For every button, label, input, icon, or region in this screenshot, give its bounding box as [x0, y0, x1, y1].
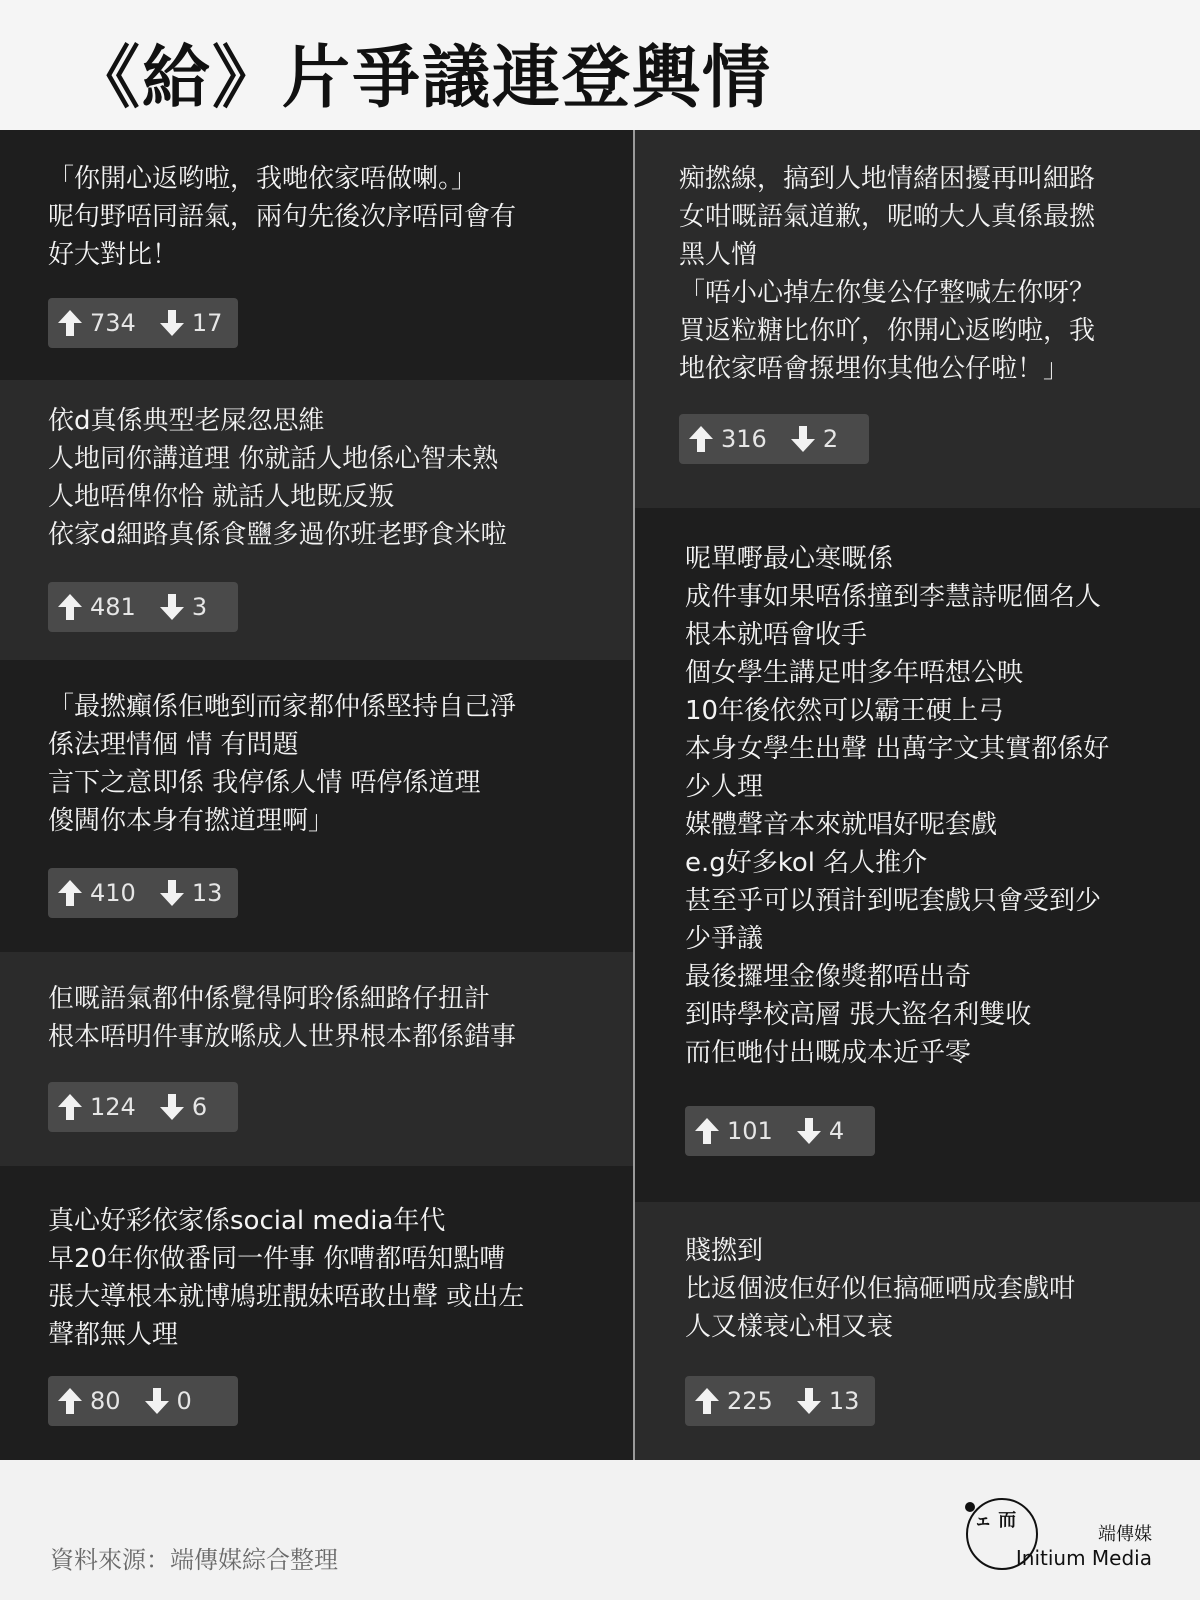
brand-name-en: Initium Media — [1015, 1546, 1152, 1570]
arrow-up-icon — [56, 878, 84, 908]
downvote-value: 3 — [191, 593, 208, 621]
upvote-count — [56, 1386, 121, 1416]
comment-card — [635, 508, 1200, 1202]
arrow-down-icon — [789, 424, 817, 454]
upvote-count — [56, 308, 136, 338]
page-title: 《給》片爭議連登輿情 — [72, 39, 773, 118]
upvote-value: 101 — [727, 1117, 773, 1145]
footer — [0, 1460, 1200, 1600]
source-credit: 資料來源：端傳媒綜合整理 — [50, 1546, 338, 1574]
arrow-up-icon — [687, 424, 715, 454]
vote-bar — [685, 1106, 875, 1156]
upvote-value: 481 — [90, 593, 136, 621]
vote-bar — [48, 582, 238, 632]
arrow-down-icon — [158, 878, 186, 908]
arrow-down-icon — [795, 1386, 823, 1416]
arrow-down-icon — [158, 308, 186, 338]
logo-mark: ェ 而 — [974, 1510, 1017, 1531]
upvote-count — [693, 1116, 773, 1146]
arrow-down-icon — [795, 1116, 823, 1146]
downvote-count — [795, 1116, 844, 1146]
comment-text: 「你開心返哟啦，我哋依家唔做喇。」 呢句野唔同語氣，兩句先後次序唔同會有 好大對比！ — [48, 164, 517, 270]
downvote-value: 4 — [828, 1117, 845, 1145]
downvote-count — [795, 1386, 860, 1416]
vote-bar — [48, 298, 238, 348]
comment-card — [0, 660, 633, 952]
upvote-count — [687, 424, 767, 454]
comment-text: 賤撚到 比返個波佢好似佢搞砸哂成套戲咁 人又樣衰心相又衰 — [685, 1236, 1076, 1342]
arrow-up-icon — [693, 1116, 721, 1146]
comment-text: 痴撚線，搞到人地情緒困擾再叫細路 女咁嘅語氣道歉，呢啲大人真係最撚 黑人憎 「唔小心掉左你隻公仔整喊左你呀？ 買返粒糖比你吖，你開心返哟啦，我 地依家唔會揼埋你其他公仔啦！」 — [679, 164, 1096, 384]
upvote-value: 124 — [90, 1093, 136, 1121]
header — [0, 0, 1200, 130]
downvote-count — [143, 1386, 192, 1416]
comment-text: 真心好彩依家係social media年代 早20年你做番同一件事 你嘈都唔知點嘈 張大導根本就博鳩班靚妹唔敢出聲 或出左 聲都無人理 — [48, 1206, 525, 1350]
upvote-value: 410 — [90, 879, 136, 907]
downvote-count — [158, 1092, 207, 1122]
downvote-count — [158, 308, 223, 338]
arrow-up-icon — [56, 592, 84, 622]
arrow-up-icon — [693, 1386, 721, 1416]
upvote-count — [56, 878, 136, 908]
downvote-value: 0 — [176, 1387, 192, 1415]
vote-bar — [48, 1376, 238, 1426]
upvote-count — [56, 1092, 136, 1122]
comment-text: 依d真係典型老屎忽思維 人地同你講道理 你就話人地係心智未熟 人地唔俾你恰 就話人地既反叛 依家d細路真係食鹽多過你班老野食米啦 — [48, 406, 507, 550]
arrow-down-icon — [158, 1092, 186, 1122]
comment-card — [635, 1202, 1200, 1460]
vote-bar — [679, 414, 869, 464]
arrow-down-icon — [158, 592, 186, 622]
arrow-up-icon — [56, 308, 84, 338]
brand-name-zh: 端傳媒 — [1098, 1524, 1152, 1545]
upvote-value: 316 — [721, 425, 767, 453]
downvote-count — [789, 424, 838, 454]
downvote-value: 2 — [822, 425, 839, 453]
comment-text: 佢嘅語氣都仲係覺得阿聆係細路仔扭計 根本唔明件事放喺成人世界根本都係錯事 — [48, 984, 517, 1052]
downvote-value: 17 — [191, 309, 223, 337]
comment-card — [635, 130, 1200, 508]
upvote-count — [693, 1386, 773, 1416]
upvote-value: 734 — [90, 309, 136, 337]
downvote-count — [158, 878, 223, 908]
arrow-up-icon — [56, 1386, 84, 1416]
upvote-value: 80 — [90, 1387, 121, 1415]
arrow-down-icon — [143, 1386, 171, 1416]
arrow-up-icon — [56, 1092, 84, 1122]
upvote-value: 225 — [727, 1387, 773, 1415]
vote-bar — [48, 868, 238, 918]
comment-text: 「最撚癲係佢哋到而家都仲係堅持自己淨 係法理情個 情 有問題 言下之意即係 我停係人情 唔停係道理 傻閪你本身有撚道理啊」 — [48, 692, 517, 836]
upvote-count — [56, 592, 136, 622]
vote-bar — [48, 1082, 238, 1132]
comment-card — [0, 1166, 633, 1460]
downvote-count — [158, 592, 207, 622]
vote-bar — [685, 1376, 875, 1426]
downvote-value: 13 — [828, 1387, 860, 1415]
comment-card — [0, 380, 633, 660]
downvote-value: 6 — [191, 1093, 208, 1121]
downvote-value: 13 — [191, 879, 223, 907]
comment-card — [0, 952, 633, 1166]
comment-text: 呢單嘢最心寒嘅係 成件事如果唔係撞到李慧詩呢個名人 根本就唔會收手 個女學生講足咁多年唔想公映 10年後依然可以霸王硬上弓 本身女學生出聲 出萬字文其實都係好 少人理 媒體聲音本來就唱好呢套戲 e.g好多kol 名人推介 甚至乎可以預計到呢套戲只會受到少 少爭議 最後攞埋金像獎都唔出奇 到時學校高層 張大盜名利雙收 而佢哋付出嘅成本近乎零 — [685, 544, 1110, 1068]
comment-card — [0, 130, 633, 380]
